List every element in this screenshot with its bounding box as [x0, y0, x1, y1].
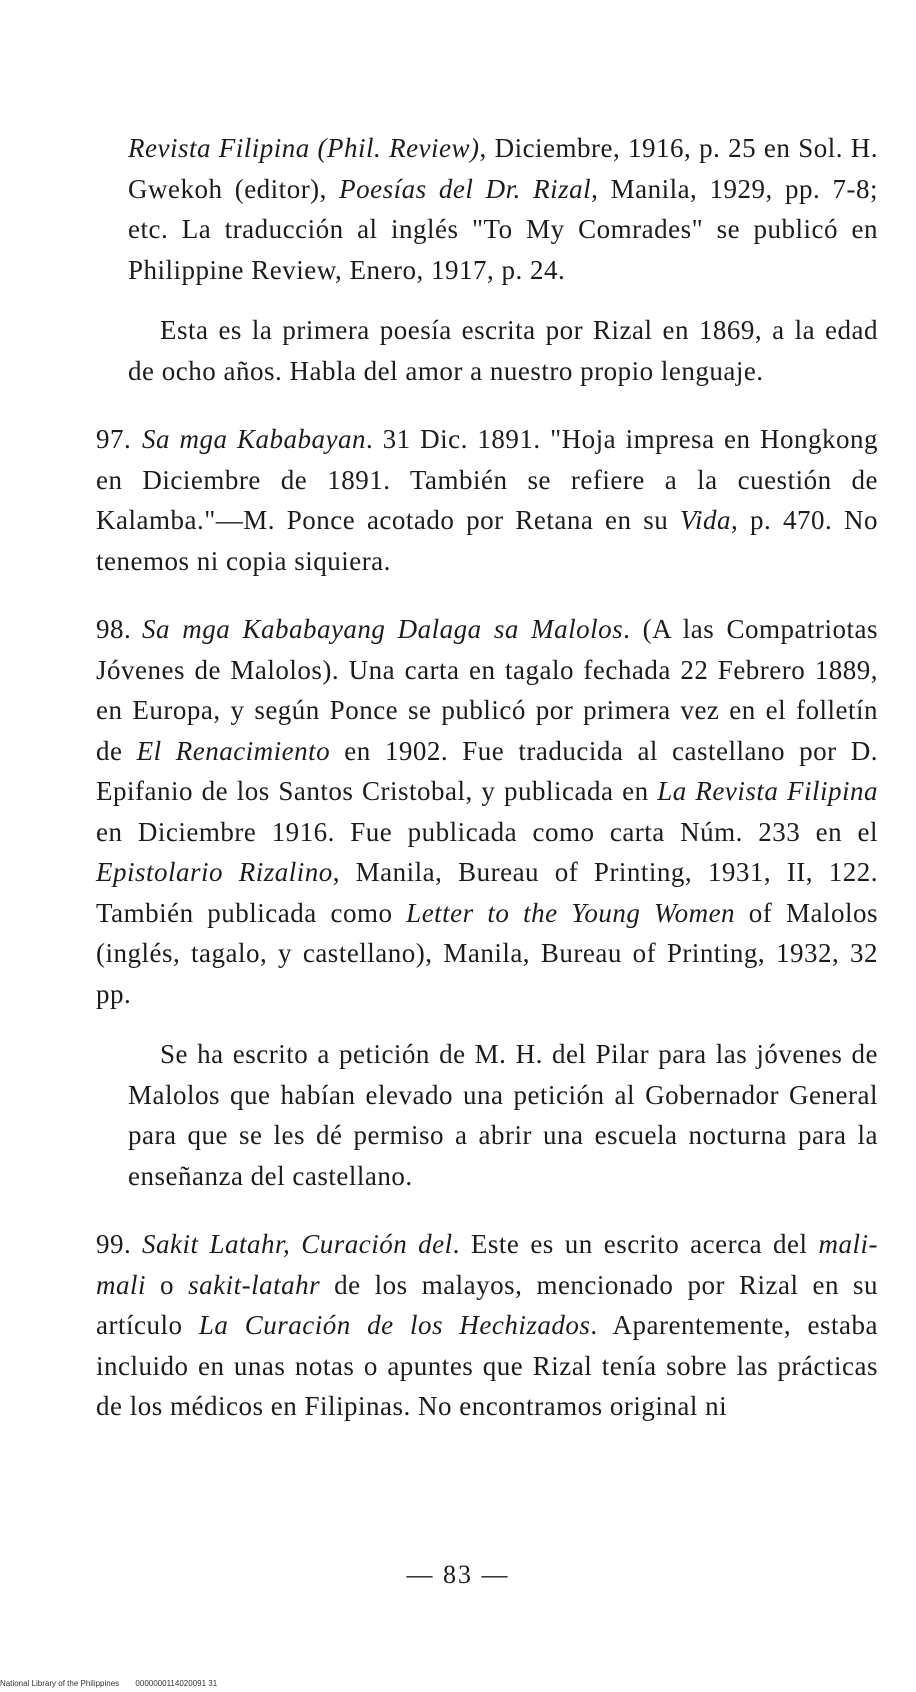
entry-98	[96, 609, 878, 1196]
entry-number: 97.	[96, 424, 132, 454]
paragraph-first-poem: Esta es la primera poesía escrita por Rizal en 1869, a la edad de ocho años. Habla del amor a nuestro propio lenguaje.	[128, 315, 878, 386]
scan-footer	[0, 1676, 916, 1692]
body-text	[96, 128, 879, 1447]
entry-title: Sa mga Kababayan	[142, 424, 366, 454]
entry-number: 99.	[96, 1229, 132, 1259]
entry-98-text: Sa mga Kababayang Dalaga sa Malolos. (A las Compatriotas Jóvenes de Malolos). Una carta en tagalo fechada 22 Febrero 1889, en Europa, y según Ponce se publicó por primera vez en el folletín de El Renacimiento en 1902. Fue traducida al castellano por D. Epifanio de los Santos Cristobal, y publicada en La Revista Filipina en Diciembre 1916. Fue publicada como carta Núm. 233 en el Epistolario Rizalino, Manila, Bureau of Printing, 1931, II, 122. También publicada como Letter to the Young Women of Malolos (inglés, tagalo, y castellano), Manila, Bureau of Printing, 1932, 32 pp.	[96, 614, 878, 1009]
paragraph-publication-history: Revista Filipina (Phil. Review), Diciembre, 1916, p. 25 en Sol. H. Gwekoh (editor), Poesías del Dr. Rizal, Manila, 1929, pp. 7-8; etc. La traducción al inglés "To My Comrades" se publicó en Philippine Review, Enero, 1917, p. 24.	[128, 133, 879, 285]
title-poesias: Poesías del Dr. Rizal	[339, 173, 592, 204]
entry-99	[96, 1224, 879, 1427]
scan-id: 0000000114020091 31	[135, 1679, 218, 1688]
library-credit: National Library of the Philippines	[0, 1679, 120, 1688]
entry-title: Sakit Latahr, Curación del	[142, 1229, 453, 1259]
entry-98-note: Se ha escrito a petición de M. H. del Pilar para las jóvenes de Malolos que habían elevado una petición al Gobernador General para que se les dé permiso a abrir una escuela nocturna para la enseñanza del castellano.	[128, 1039, 878, 1191]
entry-99-text: Sakit Latahr, Curación del. Este es un escrito acerca del mali-mali o sakit-latahr de los malayos, mencionado por Rizal en su artículo La Curación de los Hechizados. Aparentemente, estaba incluido en unas notas o apuntes que Rizal tenía sobre las prácticas de los médicos en Filipinas. No encontramos original ni	[96, 1229, 879, 1421]
title-revista-filipina: Revista Filipina (Phil. Review)	[128, 133, 480, 163]
entry-number: 98.	[96, 614, 132, 644]
entry-title: Sa mga Kababayang Dalaga sa Malolos	[142, 614, 624, 644]
page-number: — 83 —	[406, 1560, 510, 1589]
entry-97	[96, 419, 878, 581]
entry-97-text: Sa mga Kababayan. 31 Dic. 1891. "Hoja impresa en Hongkong en Diciembre de 1891. También se refiere a la cuestión de Kalamba."—M. Ponce acotado por Retana en su Vida, p. 470. No tenemos ni copia siquiera.	[96, 424, 878, 576]
